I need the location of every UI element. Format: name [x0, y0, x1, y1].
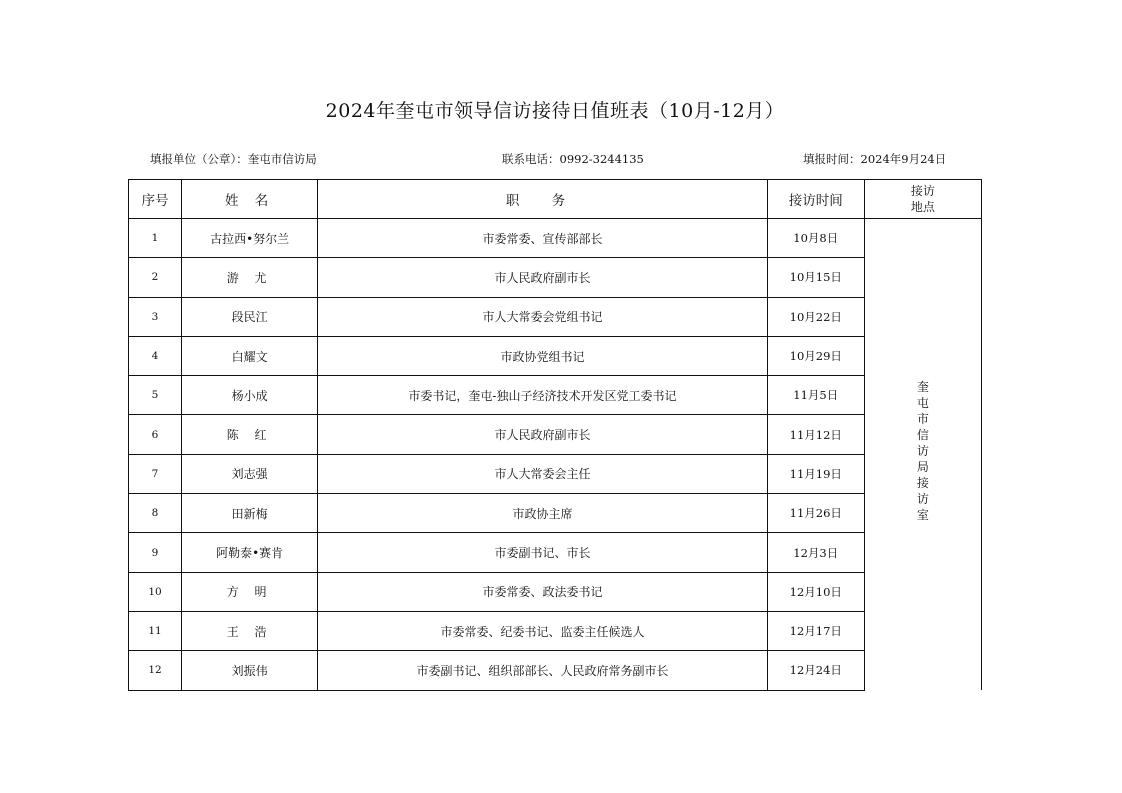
- row-date: 11月5日: [767, 376, 864, 415]
- table-row: [129, 454, 982, 493]
- row-name: 王 浩: [182, 611, 318, 650]
- table-row: [129, 297, 982, 336]
- header-place: [864, 180, 981, 219]
- row-date: 12月3日: [767, 533, 864, 572]
- row-no: 8: [129, 494, 182, 533]
- row-date: 11月12日: [767, 415, 864, 454]
- row-name: 阿勒泰•赛肯: [182, 533, 318, 572]
- contact-phone: 联系电话：0992-3244135: [502, 152, 644, 166]
- row-no: 4: [129, 336, 182, 375]
- row-no: 1: [129, 219, 182, 258]
- reporting-unit: 填报单位（公章）：奎屯市信访局: [150, 152, 317, 166]
- row-name: 陈 红: [182, 415, 318, 454]
- table-row: [129, 533, 982, 572]
- table-row: [129, 415, 982, 454]
- reception-place-label: 奎屯市信访局接访室: [916, 379, 929, 522]
- row-no: 12: [129, 651, 182, 690]
- row-date: 10月15日: [767, 258, 864, 297]
- row-no: 3: [129, 297, 182, 336]
- row-date: 11月26日: [767, 494, 864, 533]
- header-date: 接访时间: [767, 180, 864, 219]
- row-name: 游 尤: [182, 258, 318, 297]
- table-row: [129, 219, 982, 258]
- fill-date: 填报时间：2024年9月24日: [803, 152, 947, 166]
- row-no: 11: [129, 611, 182, 650]
- document-title: 2024年奎屯市领导信访接待日值班表（10月-12月）: [325, 100, 785, 122]
- table-header-row: [129, 180, 982, 219]
- row-name: 刘志强: [182, 454, 318, 493]
- row-title: 市委书记，奎屯-独山子经济技术开发区党工委书记: [318, 376, 768, 415]
- table-row: [129, 258, 982, 297]
- row-title: 市委副书记、市长: [318, 533, 768, 572]
- row-title: 市委副书记、组织部部长、人民政府常务副市长: [318, 651, 768, 690]
- row-title: 市人大常委会主任: [318, 454, 768, 493]
- row-date: 10月29日: [767, 336, 864, 375]
- row-title: 市人大常委会党组书记: [318, 297, 768, 336]
- row-title: 市人民政府副市长: [318, 258, 768, 297]
- header-no: 序号: [129, 180, 182, 219]
- row-name: 方 明: [182, 572, 318, 611]
- row-name: 白耀文: [182, 336, 318, 375]
- row-date: 12月17日: [767, 611, 864, 650]
- table-row: [129, 494, 982, 533]
- row-no: 2: [129, 258, 182, 297]
- row-title: 市人民政府副市长: [318, 415, 768, 454]
- row-title: 市政协主席: [318, 494, 768, 533]
- row-title: 市委常委、政法委书记: [318, 572, 768, 611]
- row-title: 市委常委、纪委书记、监委主任候选人: [318, 611, 768, 650]
- row-name: 杨小成: [182, 376, 318, 415]
- row-title: 市政协党组书记: [318, 336, 768, 375]
- row-name: 刘振伟: [182, 651, 318, 690]
- table-row: [129, 611, 982, 650]
- reception-place: [864, 219, 981, 691]
- row-date: 12月24日: [767, 651, 864, 690]
- header-place-label: 接访地点: [910, 184, 935, 214]
- row-no: 10: [129, 572, 182, 611]
- table-row: [129, 572, 982, 611]
- row-title: 市委常委、宣传部部长: [318, 219, 768, 258]
- row-date: 11月19日: [767, 454, 864, 493]
- row-name: 段民江: [182, 297, 318, 336]
- duty-roster-table: [128, 179, 982, 691]
- table-row: [129, 651, 982, 690]
- row-no: 9: [129, 533, 182, 572]
- row-no: 6: [129, 415, 182, 454]
- row-no: 7: [129, 454, 182, 493]
- header-title: 职 务: [318, 180, 768, 219]
- row-name: 田新梅: [182, 494, 318, 533]
- row-date: 12月10日: [767, 572, 864, 611]
- table-row: [129, 336, 982, 375]
- table-row: [129, 376, 982, 415]
- row-name: 古拉西•努尔兰: [182, 219, 318, 258]
- header-name: 姓 名: [182, 180, 318, 219]
- row-date: 10月22日: [767, 297, 864, 336]
- row-date: 10月8日: [767, 219, 864, 258]
- row-no: 5: [129, 376, 182, 415]
